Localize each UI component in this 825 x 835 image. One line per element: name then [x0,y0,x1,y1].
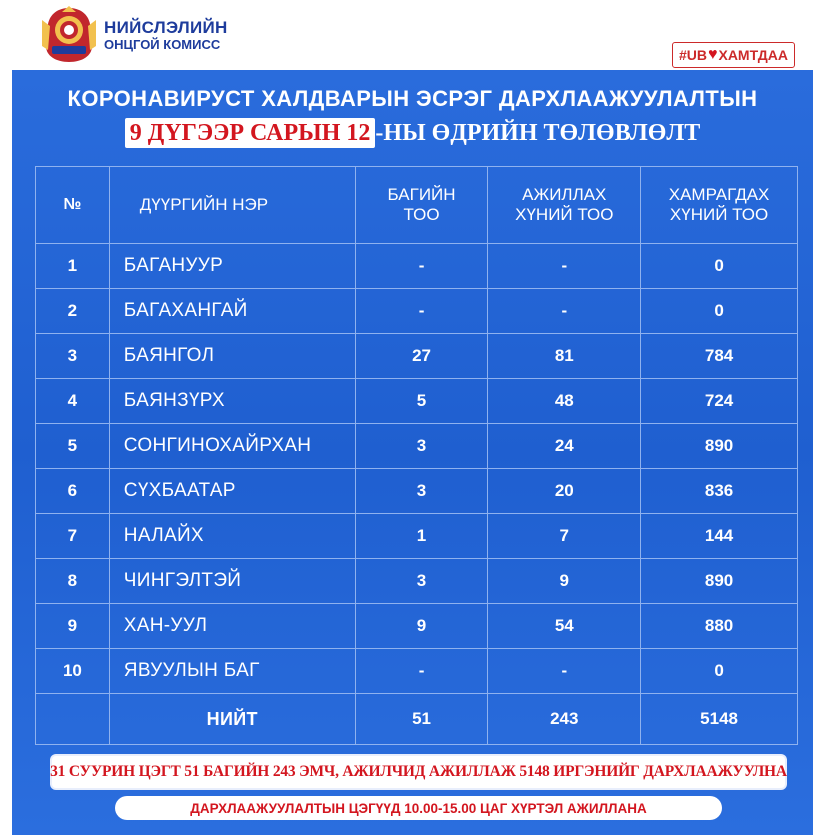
org-line2: ОНЦГОЙ КОМИСС [104,37,221,52]
header-teams-l1: БАГИЙН [387,185,456,204]
date-highlight: 9 ДҮГЭЭР САРЫН 12 [125,118,376,148]
hashtag-right: ХАМТДАА [718,47,788,63]
row-num: 7 [36,514,110,559]
header [0,0,825,70]
table-row [36,469,798,514]
row-num: 6 [36,469,110,514]
row-num: 5 [36,424,110,469]
table-row [36,604,798,649]
row-covered: 724 [641,379,798,424]
header-district: ДҮҮРГИЙН НЭР [109,167,355,244]
total-row [36,694,798,745]
row-workers: - [488,649,641,694]
table-header-row [36,167,798,244]
total-num-cell [36,694,110,745]
row-teams: - [355,649,488,694]
row-workers: - [488,244,641,289]
row-workers: 9 [488,559,641,604]
header-num: № [36,167,110,244]
table-row [36,559,798,604]
table-row [36,289,798,334]
row-district: НАЛАЙХ [109,514,355,559]
total-covered: 5148 [641,694,798,745]
main-panel [12,70,813,835]
row-teams: 1 [355,514,488,559]
row-num: 9 [36,604,110,649]
row-district: СҮХБААТАР [109,469,355,514]
row-district: БАГАНУУР [109,244,355,289]
row-district: ХАН-УУЛ [109,604,355,649]
row-num: 2 [36,289,110,334]
row-district: БАГАХАНГАЙ [109,289,355,334]
row-district: ЯВУУЛЫН БАГ [109,649,355,694]
row-teams: 5 [355,379,488,424]
row-covered: 890 [641,424,798,469]
row-covered: 0 [641,649,798,694]
row-workers: 7 [488,514,641,559]
header-workers-l1: АЖИЛЛАХ [522,185,607,204]
total-teams: 51 [355,694,488,745]
row-teams: 3 [355,424,488,469]
row-num: 8 [36,559,110,604]
subtitle-rest: -НЫ ӨДРИЙН ТӨЛӨВЛӨЛТ [375,120,701,146]
row-district: БАЯНГОЛ [109,334,355,379]
row-teams: 3 [355,469,488,514]
table-row [36,649,798,694]
row-workers: 54 [488,604,641,649]
row-workers: 48 [488,379,641,424]
row-covered: 784 [641,334,798,379]
row-teams: 27 [355,334,488,379]
table-row [36,244,798,289]
row-district: СОНГИНОХАЙРХАН [109,424,355,469]
organization-name [104,18,228,52]
header-teams-l2: ТОО [403,205,440,224]
row-teams: - [355,289,488,334]
table-row [36,334,798,379]
total-workers: 243 [488,694,641,745]
org-line1: НИЙСЛЭЛИЙН [104,18,228,37]
coat-of-arms-icon [38,6,100,64]
row-covered: 890 [641,559,798,604]
hashtag-left: #UB [678,47,707,63]
header-covered-l1: ХАМРАГДАХ [668,185,770,204]
row-num: 1 [36,244,110,289]
table-row [36,424,798,469]
row-covered: 0 [641,244,798,289]
summary-banner: 31 СУУРИН ЦЭГТ 51 БАГИЙН 243 ЭМЧ, АЖИЛЧИД АЖИЛЛАЖ 5148 ИРГЭНИЙГ ДАРХЛААЖУУЛНА [52,756,785,788]
header-workers-l2: ХҮНИЙ ТОО [515,205,614,224]
header-workers [488,167,641,244]
table-row [36,514,798,559]
header-covered-l2: ХҮНИЙ ТОО [669,205,769,224]
row-covered: 144 [641,514,798,559]
row-covered: 836 [641,469,798,514]
row-teams: 9 [355,604,488,649]
header-covered [641,167,798,244]
schedule-table [35,166,798,745]
row-workers: 24 [488,424,641,469]
header-teams [355,167,488,244]
row-num: 3 [36,334,110,379]
row-district: ЧИНГЭЛТЭЙ [109,559,355,604]
row-workers: 20 [488,469,641,514]
row-teams: - [355,244,488,289]
total-label: НИЙТ [109,694,355,745]
row-covered: 880 [641,604,798,649]
row-teams: 3 [355,559,488,604]
row-covered: 0 [641,289,798,334]
page-title: КОРОНАВИРУСТ ХАЛДВАРЫН ЭСРЭГ ДАРХЛААЖУУЛАЛТЫН [67,86,758,111]
row-district: БАЯНЗҮРХ [109,379,355,424]
heart-icon: ♥ [707,46,718,63]
row-workers: - [488,289,641,334]
table-row [36,379,798,424]
row-workers: 81 [488,334,641,379]
page-subtitle [12,118,813,148]
hours-banner: ДАРХЛААЖУУЛАЛТЫН ЦЭГҮҮД 10.00-15.00 ЦАГ ХҮРТЭЛ АЖИЛЛАНА [115,796,722,820]
row-num: 10 [36,649,110,694]
hashtag-badge [672,42,795,68]
row-num: 4 [36,379,110,424]
